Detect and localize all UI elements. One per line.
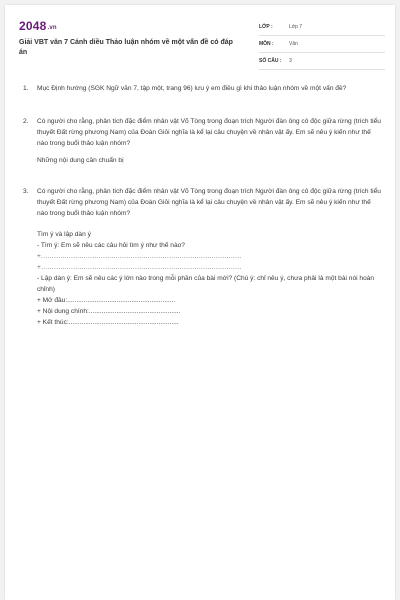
logo-suffix-text: .vn <box>47 25 57 31</box>
question-number: 1. <box>23 85 29 92</box>
meta-value-count: 3 <box>289 58 292 64</box>
document-title: Giải VBT văn 7 Cánh diều Thảo luận nhóm về một vấn đề có đáp án <box>19 39 233 56</box>
document-page <box>5 5 395 600</box>
logo-main-text: 2048 <box>19 19 47 33</box>
meta-row-class <box>259 21 385 36</box>
find-ideas-line: - Tìm ý: Em sẽ nêu các câu hỏi tìm ý như thế nào? <box>37 242 185 249</box>
question-3 <box>19 186 383 328</box>
answer-blank-1: +.............................................................................................. <box>37 253 242 260</box>
question-list <box>19 83 383 328</box>
question-text: Có người cho rằng, phân tích đặc điểm nhân vật Võ Tòng trong đoạn trích Người đàn ông cô độc giữa rừng (trích tiểu thuyết Đất rừng phương Nam) của Đoàn Giỏi nghĩa là kể lại câu chuyện về nhân vật ấy. Em sẽ nêu ý kiến như thế nào trong buổi thảo luận nhóm? <box>37 118 381 147</box>
question-2 <box>19 116 383 166</box>
question-text: Có người cho rằng, phân tích đặc điểm nhân vật Võ Tòng trong đoạn trích Người đàn ông cô độc giữa rừng (trích tiểu thuyết Đất rừng phương Nam) của Đoàn Giỏi nghĩa là kể lại câu chuyện về nhân vật ấy. Em sẽ nêu ý kiến như thế nào trong buổi thảo luận nhóm? <box>37 188 381 217</box>
answer-blank-2: +.............................................................................................. <box>37 264 242 271</box>
question-number: 2. <box>23 118 29 125</box>
meta-label-subject: MÔN : <box>259 41 274 47</box>
meta-box <box>259 21 385 72</box>
document-header <box>19 19 385 65</box>
meta-label-count: SỐ CÂU : <box>259 58 282 64</box>
outline-line: - Lập dàn ý: Em sẽ nêu các ý lớn nào trong mỗi phần của bài mới? (Chú ý: chỉ nêu ý, chưa phải là một bài nói hoàn chỉnh) <box>37 275 375 293</box>
meta-label-class: LỚP : <box>259 24 273 30</box>
outline-intro: + Mở đầu:........................................................... <box>37 297 176 304</box>
question-1 <box>19 83 383 94</box>
question-number: 3. <box>23 188 29 195</box>
question-note: Những nội dung cần chuẩn bị <box>37 157 124 164</box>
meta-row-count <box>259 55 385 70</box>
meta-row-subject <box>259 38 385 53</box>
meta-value-class: Lớp 7 <box>289 24 303 30</box>
meta-value-subject: Văn <box>289 41 298 47</box>
question-text: Mục Định hướng (SGK Ngữ văn 7, tập một, trang 96) lưu ý em điều gì khi thảo luận nhóm về một vấn đề? <box>37 85 347 92</box>
site-logo[interactable] <box>19 19 57 33</box>
outline-body: + Nội dung chính:.................................................. <box>37 308 181 315</box>
section-heading: Tìm ý và lập dàn ý <box>37 231 91 238</box>
outline-conclusion: + Kết thúc:............................................................ <box>37 319 179 326</box>
